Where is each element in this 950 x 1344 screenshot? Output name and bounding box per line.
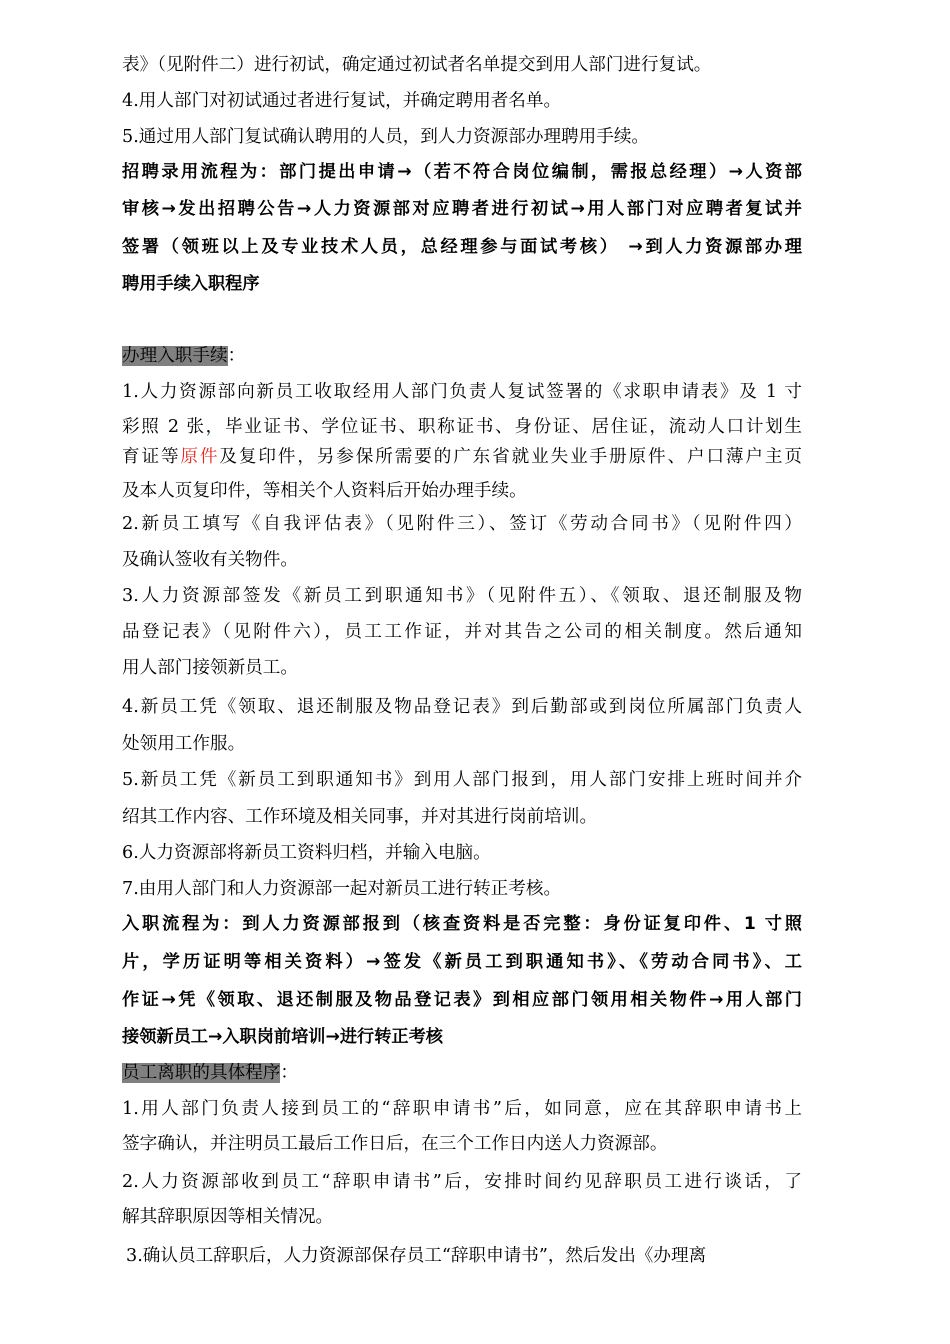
resign-p3: 3.确认员工辞职后，人力资源部保存员工“辞职申请书”，然后发出《办理离 bbox=[126, 1246, 707, 1266]
onboard-p2-line-1: 2.新员工填写《自我评估表》（见附件三）、签订《劳动合同书》（见附件四） bbox=[122, 514, 802, 534]
onboard-p1-line-2: 彩照 2 张，毕业证书、学位证书、职称证书、身份证、居住证，流动人口计划生 bbox=[122, 417, 802, 437]
onboard-heading bbox=[122, 345, 802, 367]
recruit-flow-line-3: 签署（领班以上及专业技术人员，总经理参与面试考核） →到人力资源部办理 bbox=[122, 237, 802, 257]
onboard-heading-colon: ： bbox=[227, 346, 246, 366]
onboard-p7: 7.由用人部门和人力资源部一起对新员工进行转正考核。 bbox=[122, 879, 562, 899]
resign-p1-line-2: 签字确认，并注明员工最后工作日后，在三个工作日内送人力资源部。 bbox=[122, 1134, 668, 1154]
recruit-flow-line-2: 审核→发出招聘公告→人力资源部对应聘者进行初试→用人部门对应聘者复试并 bbox=[122, 199, 802, 219]
intro-line-3: 5.通过用人部门复试确认聘用的人员，到人力资源部办理聘用手续。 bbox=[122, 127, 650, 147]
onboard-p1-line-3-pre: 育证等 bbox=[122, 447, 181, 467]
recruit-flow-line-1: 招聘录用流程为：部门提出申请→（若不符合岗位编制，需报总经理）→人资部 bbox=[122, 162, 802, 182]
resign-p2-line-2: 解其辞职原因等相关情况。 bbox=[122, 1207, 334, 1227]
resign-p2-line-1: 2.人力资源部收到员工“辞职申请书”后，安排时间约见辞职员工进行谈话，了 bbox=[122, 1172, 802, 1192]
onboard-p4-line-2: 处领用工作服。 bbox=[122, 734, 246, 754]
recruit-flow-line-4: 聘用手续入职程序 bbox=[122, 274, 260, 294]
onboard-heading-text: 办理入职手续 bbox=[122, 346, 228, 366]
intro-line-1: 表》（见附件二）进行初试，确定通过初试者名单提交到用人部门进行复试。 bbox=[122, 55, 712, 75]
onboard-p1-line-3-post: 及复印件，另参保所需要的广东省就业失业手册原件、户口薄户主页 bbox=[219, 447, 802, 467]
onboard-p2-line-2: 及确认签收有关物件。 bbox=[122, 550, 298, 570]
onboard-flow-line-3: 作证→凭《领取、退还制服及物品登记表》到相应部门领用相关物件→用人部门 bbox=[122, 990, 802, 1010]
onboard-p1-line-3 bbox=[122, 446, 802, 468]
onboard-p1-line-4: 及本人页复印件，等相关个人资料后开始办理手续。 bbox=[122, 481, 527, 501]
onboard-p3-line-2: 品登记表》（见附件六），员工工作证，并对其告之公司的相关制度。然后通知 bbox=[122, 622, 802, 642]
onboard-p1-line-1: 1.人力资源部向新员工收取经用人部门负责人复试签署的《求职申请表》及 1 寸 bbox=[122, 382, 802, 402]
onboard-p3-line-3: 用人部门接领新员工。 bbox=[122, 658, 298, 678]
onboard-flow-line-2: 片，学历证明等相关资料）→签发《新员工到职通知书》、《劳动合同书》、工 bbox=[122, 952, 802, 972]
onboard-flow-line-1: 入职流程为：到人力资源部报到（核查资料是否完整：身份证复印件、1 寸照 bbox=[122, 914, 802, 934]
onboard-p1-original-highlight: 原件 bbox=[180, 447, 220, 467]
intro-line-2: 4.用人部门对初试通过者进行复试，并确定聘用者名单。 bbox=[122, 91, 562, 111]
onboard-flow-line-4: 接领新员工→入职岗前培训→进行转正考核 bbox=[122, 1027, 443, 1047]
resign-p1-line-1: 1.用人部门负责人接到员工的“辞职申请书”后，如同意，应在其辞职申请书上 bbox=[122, 1099, 802, 1119]
resign-heading bbox=[122, 1062, 802, 1084]
resign-heading-colon: ： bbox=[280, 1063, 298, 1083]
onboard-p6: 6.人力资源部将新员工资料归档，并输入电脑。 bbox=[122, 843, 491, 863]
resign-heading-text: 员工离职的具体程序 bbox=[122, 1063, 281, 1083]
onboard-p5-line-1: 5.新员工凭《新员工到职通知书》到用人部门报到，用人部门安排上班时间并介 bbox=[122, 770, 802, 790]
onboard-p3-line-1: 3.人力资源部签发《新员工到职通知书》（见附件五）、《领取、退还制服及物 bbox=[122, 586, 802, 606]
onboard-p5-line-2: 绍其工作内容、工作环境及相关同事，并对其进行岗前培训。 bbox=[122, 807, 598, 827]
onboard-p4-line-1: 4.新员工凭《领取、退还制服及物品登记表》到后勤部或到岗位所属部门负责人 bbox=[122, 697, 802, 717]
